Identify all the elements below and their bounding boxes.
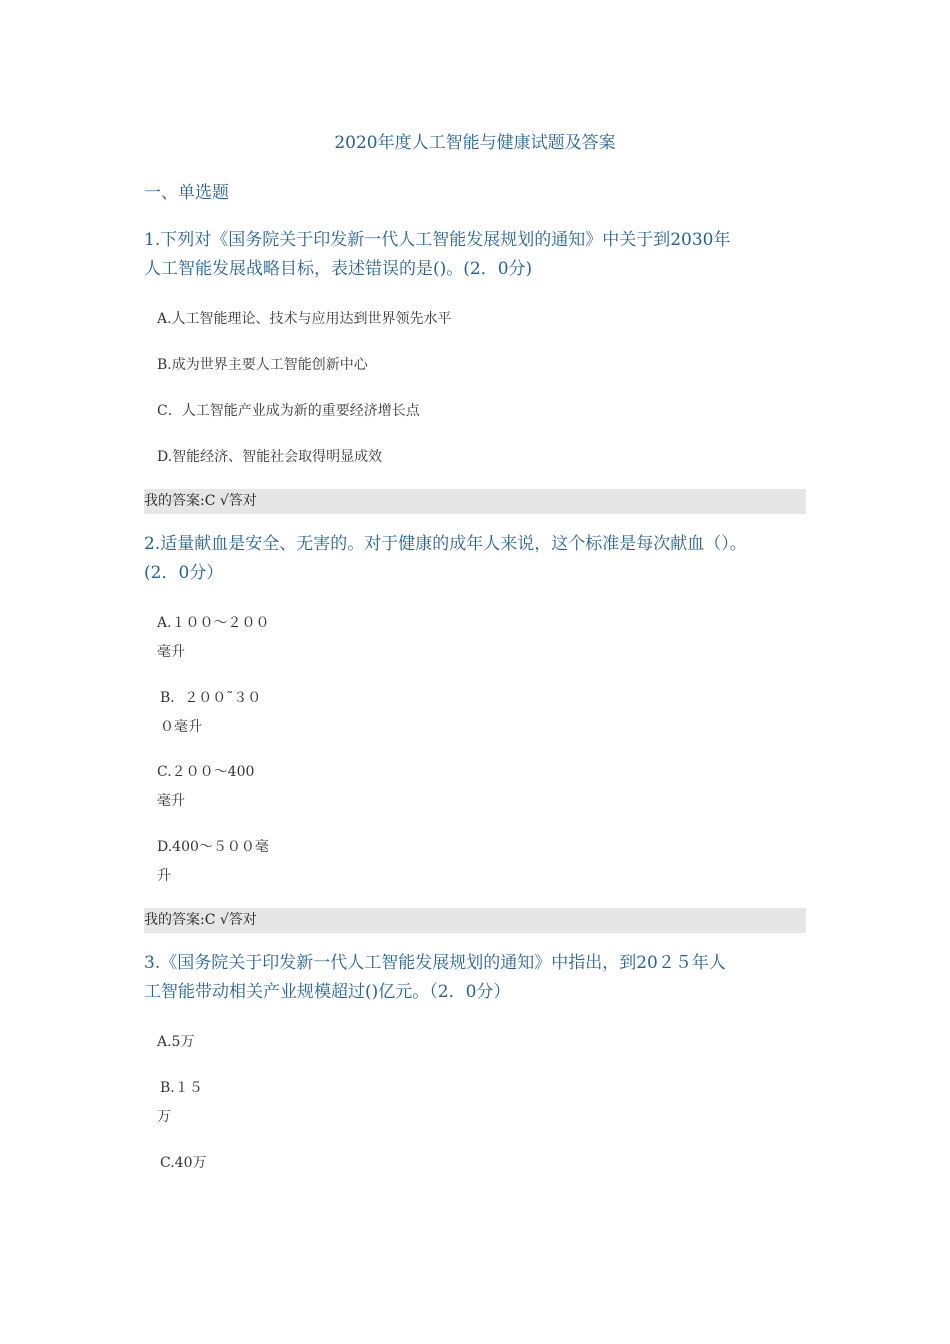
option-b: B.成为世界主要人工智能创新中心 <box>157 357 368 373</box>
option-b-continued: ０毫升 <box>160 719 202 735</box>
section-heading: 一、单选题 <box>144 183 229 203</box>
question-text: 1.下列对《国务院关于印发新一代人工智能发展规划的通知》中关于到2030年 <box>144 230 731 250</box>
option-b: B.１５ <box>160 1080 203 1096</box>
option-d: D.400～５００毫 <box>157 839 269 855</box>
question-text: 2.适量献血是安全、无害的。对于健康的成年人来说，这个标准是每次献血（）。 <box>144 534 747 554</box>
question-text: 3.《国务院关于印发新一代人工智能发展规划的通知》中指出，到20２５年人 <box>144 953 726 973</box>
answer-text: 我的答案:C √答对 <box>144 912 257 928</box>
option-c: C.２００～400 <box>157 764 255 780</box>
answer-bar <box>144 489 806 514</box>
option-c: C．人工智能产业成为新的重要经济增长点 <box>157 403 420 419</box>
option-b: B．２００˜３０ <box>160 690 262 706</box>
option-b-continued: 万 <box>157 1109 171 1125</box>
answer-bar <box>144 908 806 933</box>
option-c: C.40万 <box>160 1155 207 1171</box>
answer-text: 我的答案:C √答对 <box>144 493 257 509</box>
option-d: D.智能经济、智能社会取得明显成效 <box>157 449 383 465</box>
option-a: A.5万 <box>157 1034 195 1050</box>
question-text: 工智能带动相关产业规模超过()亿元。（2．0分） <box>144 982 511 1002</box>
option-a-continued: 毫升 <box>157 644 185 660</box>
question-text: 人工智能发展战略目标，表述错误的是()。(2．0分) <box>144 259 533 279</box>
option-c-continued: 毫升 <box>157 793 185 809</box>
question-text: (2．0分） <box>144 563 224 583</box>
option-a: A.人工智能理论、技术与应用达到世界领先水平 <box>157 311 452 327</box>
page-title: 2020年度人工智能与健康试题及答案 <box>334 133 616 153</box>
option-a: A.１００～２００ <box>157 615 270 631</box>
option-d-continued: 升 <box>157 868 171 884</box>
